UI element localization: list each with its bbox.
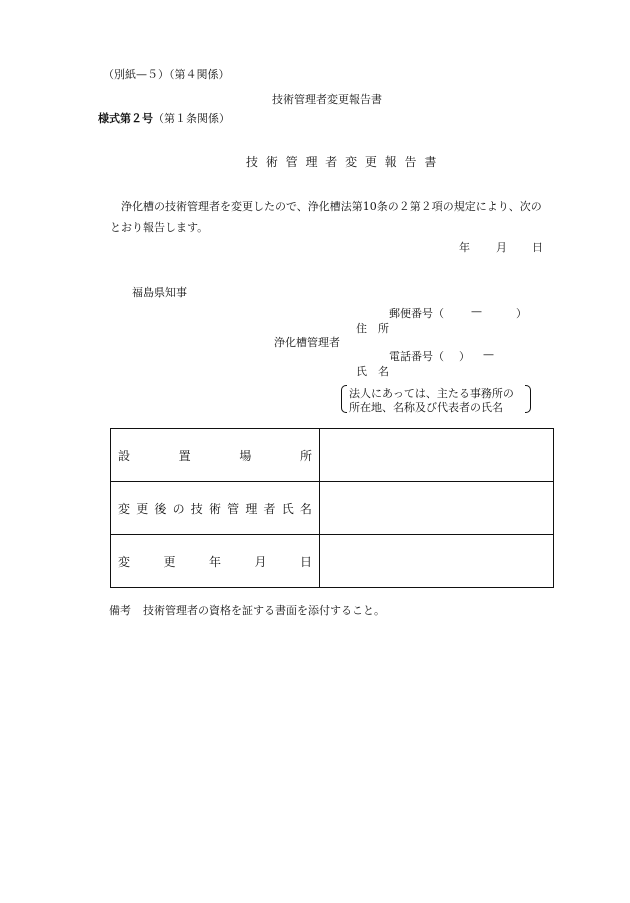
form-number: 様式第２号 [98, 112, 153, 125]
installation-location-value[interactable] [320, 429, 554, 482]
installation-location-label: 設 置 場 所 [111, 429, 320, 482]
remarks [109, 602, 385, 618]
corporation-note-line-2: 所在地、名称及び代表者の氏名 [349, 401, 503, 414]
postal-code-label: 郵便番号（ [389, 307, 444, 320]
date-day-label: 日 [532, 241, 543, 254]
corporation-note-line-1: 法人にあっては、主たる事務所の [349, 387, 514, 400]
date-month-label: 月 [496, 241, 507, 254]
postal-code-dash: — [471, 305, 482, 318]
change-date-label: 変 更 年 月 日 [111, 535, 320, 588]
form-reference: （第１条関係） [153, 112, 230, 125]
attachment-reference: （別紙—５）（第４関係） [103, 68, 230, 81]
table-row [111, 482, 554, 535]
phone-number-label: 電話番号（ [389, 350, 444, 363]
document-title-small: 技術管理者変更報告書 [272, 93, 382, 106]
remarks-label: 備考 [109, 604, 131, 617]
postal-code-close: ） [516, 307, 527, 320]
remarks-text: 技術管理者の資格を証する書面を添付すること。 [143, 604, 385, 617]
address-label: 住 所 [356, 322, 389, 335]
corporation-note [341, 385, 531, 413]
table-row [111, 535, 554, 588]
form-number-line [98, 110, 230, 126]
right-bracket [525, 385, 531, 413]
septic-manager-label: 浄化槽管理者 [274, 336, 340, 349]
phone-number-dash: — [483, 348, 494, 361]
body-text-line-1: 浄化槽の技術管理者を変更したので、浄化槽法第10条の２第２項の規定により、次の [121, 200, 542, 213]
name-label: 氏 名 [356, 365, 389, 378]
left-bracket [341, 385, 347, 413]
new-manager-name-value[interactable] [320, 482, 554, 535]
body-text-line-2: とおり報告します。 [110, 221, 209, 234]
table-row [111, 429, 554, 482]
date-year-label: 年 [459, 241, 470, 254]
main-title: 技 術 管 理 者 変 更 報 告 書 [246, 155, 439, 169]
report-table [110, 428, 554, 588]
change-date-value[interactable] [320, 535, 554, 588]
recipient: 福島県知事 [132, 286, 187, 299]
phone-number-close: ） [459, 350, 470, 363]
new-manager-name-label: 変 更 後 の 技 術 管 理 者 氏 名 [111, 482, 320, 535]
